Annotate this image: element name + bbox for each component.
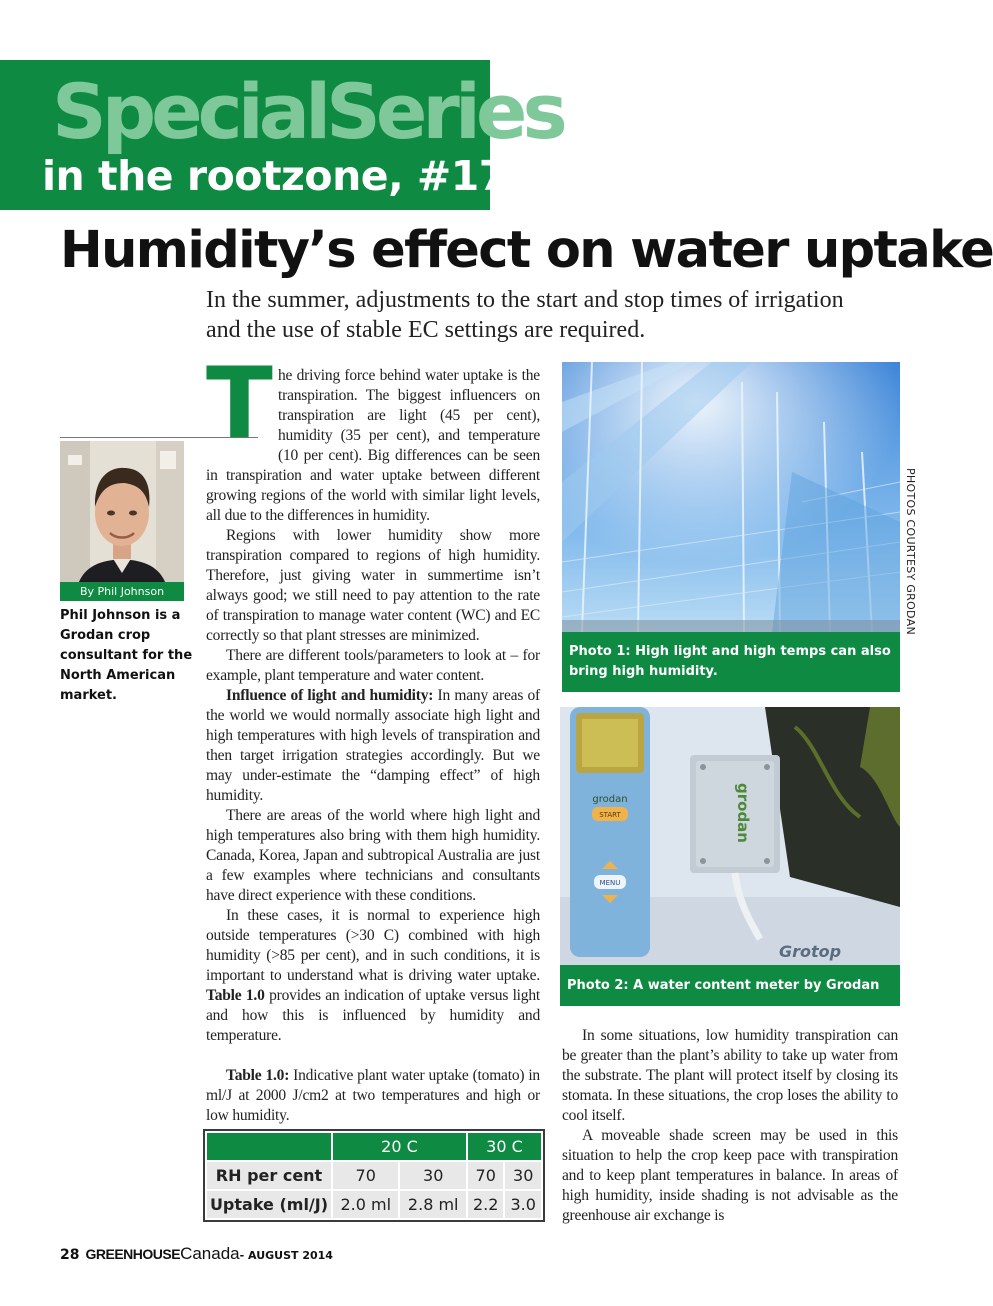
table-corner-cell <box>206 1132 332 1161</box>
device-menu-label: MENU <box>599 879 621 887</box>
author-byline: By Phil Johnson <box>60 582 184 601</box>
table-cell: 70 <box>467 1161 505 1190</box>
drop-cap: T <box>206 347 273 461</box>
author-bio: Phil Johnson is a Grodan crop consultant for the North American market. <box>60 608 193 703</box>
device-brand-label: grodan <box>592 794 628 805</box>
table-cell: 2.8 ml <box>399 1190 466 1219</box>
special-series-banner <box>0 60 563 210</box>
article-deck: In the summer, adjustments to the start and stop times of irrigation and the use of stable EC settings are required. <box>206 287 844 343</box>
table-caption <box>206 1066 540 1126</box>
table-cell: 70 <box>332 1161 399 1190</box>
meter-photo <box>560 707 900 965</box>
photo1-caption: Photo 1: High light and high temps can also bring high humidity. <box>562 632 900 692</box>
greenhouse-image-icon <box>562 362 900 632</box>
table-row <box>206 1190 542 1219</box>
table-row-label: Uptake (ml/J) <box>206 1190 332 1219</box>
article-body-continued <box>562 1026 898 1226</box>
paragraph <box>206 686 540 806</box>
uptake-table <box>205 1131 543 1220</box>
photo2-caption: Photo 2: A water content meter by Grodan <box>560 965 900 1006</box>
greenhouse-photo <box>562 362 900 632</box>
paragraph <box>206 906 540 1046</box>
table-row-label: RH per cent <box>206 1161 332 1190</box>
author-photo <box>60 441 184 601</box>
paragraph: There are different tools/parameters to look at – for example, plant temperature and water content. <box>206 647 540 684</box>
table-caption-lead: Table 1.0: <box>226 1067 290 1084</box>
drop-cap-spacer <box>206 448 258 452</box>
slab-brand-label: Grotop <box>778 942 842 961</box>
table-header-cell: 30 C <box>467 1132 542 1161</box>
paragraph-lead: Influence of light and humidity: <box>226 687 434 704</box>
table-reference: Table 1.0 <box>206 987 265 1004</box>
table-header-row <box>206 1132 542 1161</box>
photo-credit: PHOTOS COURTESY GRODAN <box>904 468 917 635</box>
water-meter-image-icon <box>560 707 900 965</box>
table-cell: 30 <box>399 1161 466 1190</box>
table-header-cell: 20 C <box>332 1132 467 1161</box>
paragraph: There are areas of the world where high light and high temperatures also bring with them high humidity. Canada, Korea, Japan and subtropical Australia are just a few examples where technicians and consultants have direct experience with these conditions. <box>206 807 540 904</box>
table-cell: 3.0 <box>504 1190 542 1219</box>
paragraph-text: In these cases, it is normal to experience high outside temperatures (>30 C) combined with high humidity (>85 per cent), and in such conditions, it is important to understand what is driving water uptake. <box>206 907 540 984</box>
magazine-name-bold: GREENHOUSE <box>85 1246 181 1262</box>
series-title: SpecialSeries <box>52 67 563 156</box>
table-caption-text: Indicative plant water uptake (tomato) in ml/J at 2000 J/cm2 at two temperatures and high or low humidity. <box>206 1067 540 1124</box>
author-portrait-icon <box>60 441 184 601</box>
table-cell: 2.0 ml <box>332 1190 399 1219</box>
table-row <box>206 1161 542 1190</box>
magazine-name-light: Canada <box>180 1244 240 1263</box>
device-start-label: START <box>599 811 621 819</box>
paragraph: A moveable shade screen may be used in this situation to help the crop keep pace with transpiration and to keep plant temperatures in balance. In areas of high humidity, inside shading is not advisable as the greenhouse air exchange is <box>562 1127 898 1224</box>
page-number: 28 <box>60 1247 80 1263</box>
paragraph: Regions with lower humidity show more transpiration compared to regions of high humidity. Therefore, just giving water in summertime isn’t always good; we still need to pay attention to the rate of transpiration to manage water content (WC) and EC correctly so that plant stresses are minimized. <box>206 527 540 644</box>
paragraph: In some situations, low humidity transpiration can be greater than the plant’s ability to take up water from the substrate. The plant will protect itself by closing its stomata. In these situations, the crop loses the ability to cool itself. <box>562 1027 898 1124</box>
issue-date: - AUGUST 2014 <box>239 1249 333 1262</box>
paragraph-text: In many areas of the world we would normally associate high light and high temperatures with high levels of transpiration and then target irrigation strategies accordingly. But we may under-estimate the “damping effect” of high humidity. <box>206 687 540 804</box>
table-cell: 2.2 <box>467 1190 505 1219</box>
table-cell: 30 <box>504 1161 542 1190</box>
article-headline: Humidity’s effect on water uptake <box>60 221 993 280</box>
paragraph: he driving force behind water uptake is the transpiration. The biggest influencers on transpiration are light (45 per cent), humidity (35 per cent), and temperature (10 per cent). Big differences can be seen in transpiration and water uptake between different growing regions of the world with similar light levels, all due to the differences in humidity. <box>206 367 540 524</box>
page-footer <box>60 1244 333 1264</box>
sensor-brand-label: grodan <box>734 783 752 843</box>
paragraph-text: provides an indication of uptake versus light and how this is influenced by humidity and temperature. <box>206 987 540 1044</box>
series-subtitle: in the rootzone, #17 <box>42 152 507 200</box>
article-body <box>206 347 540 1126</box>
